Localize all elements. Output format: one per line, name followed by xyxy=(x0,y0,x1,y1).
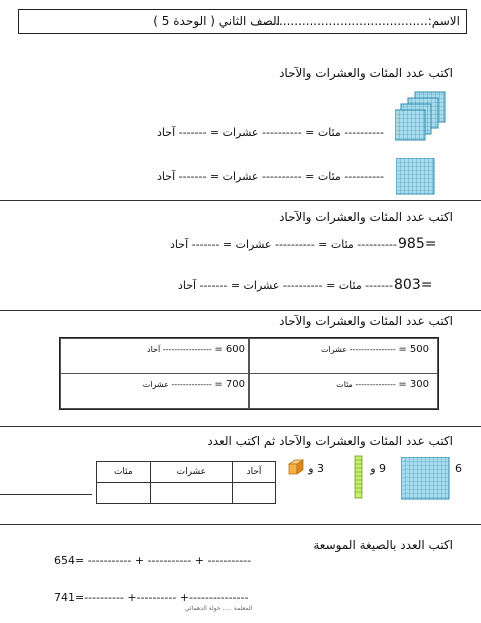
divider xyxy=(0,524,481,525)
answer-cell[interactable] xyxy=(150,483,232,504)
hundreds-label: 6 xyxy=(455,462,462,475)
section2-num1: 985= xyxy=(398,236,437,252)
divider xyxy=(0,426,481,427)
section5-title: اكتب العدد بالصيغة الموسعة xyxy=(313,538,453,552)
section2-line2: ------- مئات = ---------- عشرات = ------- آحاد xyxy=(177,279,393,292)
answer-cell[interactable] xyxy=(233,483,276,504)
table-cell: 700 = -------------- عشرات xyxy=(60,373,250,409)
section1-title: اكتب عدد المئات والعشرات والآحاد xyxy=(279,66,453,80)
divider xyxy=(0,310,481,311)
number-table xyxy=(59,337,439,410)
answer-line xyxy=(0,494,92,495)
section4-title: اكتب عدد المئات والعشرات والآحاد ثم اكتب العدد xyxy=(207,434,453,448)
table-cell: 600 = ----------------- آحاد xyxy=(60,338,250,374)
unit-cube-icon xyxy=(286,458,306,476)
hundred-flat-image xyxy=(396,158,436,196)
ones-label: 3 و xyxy=(308,462,324,475)
col-header-tens: عشرات xyxy=(150,462,232,483)
section1-line2: ---------- مئات = ---------- عشرات = ------- آحاد xyxy=(157,170,384,183)
grade-label: الصف الثاني ( الوحدة 5 ) xyxy=(153,14,280,28)
footer-credit: المعلمة ..... خولة الدهمائي xyxy=(185,605,253,612)
section2-num2: 803= xyxy=(394,277,433,293)
section3-title: اكتب عدد المئات والعشرات والآحاد xyxy=(279,314,453,328)
divider xyxy=(0,200,481,201)
expanded-line2: 741=---------- +---------- +--------------- xyxy=(54,591,249,604)
table-cell: 500 = ---------------- عشرات xyxy=(248,338,438,374)
header-box xyxy=(18,9,467,34)
col-header-hundreds: مئات xyxy=(97,462,151,483)
col-header-ones: آحاد xyxy=(233,462,276,483)
tens-rod-icon xyxy=(354,455,364,500)
answer-cell[interactable] xyxy=(97,483,151,504)
hundred-flat-image xyxy=(401,457,451,501)
place-value-table xyxy=(96,461,276,504)
section1-line1: ---------- مئات = ---------- عشرات = ------- آحاد xyxy=(157,126,384,139)
hundreds-flats-image xyxy=(395,90,447,146)
expanded-line1: 654= ----------- + ----------- + ----------- xyxy=(54,554,252,567)
table-cell: 300 = -------------- مئات xyxy=(248,373,438,409)
name-label: الاسم:........................................... xyxy=(263,14,460,28)
tens-label: 9 و xyxy=(370,462,386,475)
section2-line1: ---------- مئات = ---------- عشرات = ------- آحاد xyxy=(170,238,397,251)
section2-title: اكتب عدد المئات والعشرات والآحاد xyxy=(279,210,453,224)
